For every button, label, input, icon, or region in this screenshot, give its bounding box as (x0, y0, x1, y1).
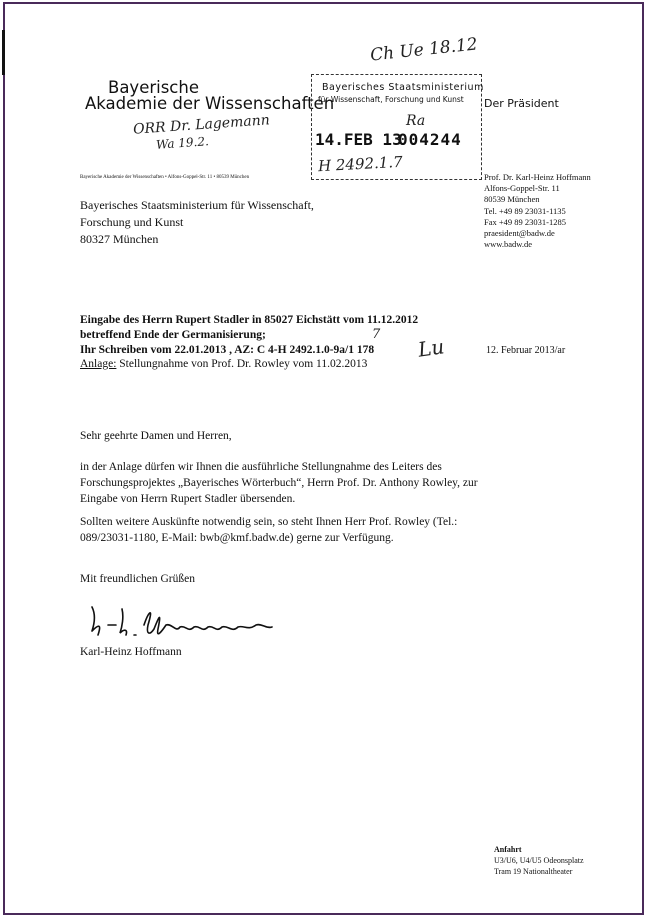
subject-line-3: Ihr Schreiben vom 22.01.2013 , AZ: C 4-H 2492.1.0-9a/1 178 (80, 344, 375, 356)
letterhead-title: Der Präsident (484, 97, 559, 110)
recipient-line-3: 80327 München (80, 232, 159, 246)
handwritten-note-left-2: Wa 19.2. (155, 134, 210, 152)
stamp-line-1: Bayerisches Staatsministerium (322, 82, 484, 93)
recipient-line-1: Bayerisches Staatsministerium für Wissenschaft, (80, 198, 314, 212)
stamp-number: 004244 (398, 130, 462, 149)
contact-name: Prof. Dr. Karl-Heinz Hoffmann (484, 172, 591, 182)
directions-line-2: Tram 19 Nationaltheater (494, 867, 573, 876)
contact-tel: Tel. +49 89 23031-1135 (484, 205, 566, 216)
handwritten-file-number: H 2492.1.7 (317, 152, 404, 176)
handwritten-stamp-initials: Ra (406, 113, 426, 129)
body-paragraph-2: Sollten weitere Auskünfte notwendig sein, so steht Ihnen Herr Prof. Rowley (Tel.: 089/23031-1180, E-Mail: bwb@kmf.badw.de) gerne zur Verfügung. (80, 516, 458, 544)
subject-block (80, 313, 418, 358)
signature-name: Karl-Heinz Hoffmann (80, 646, 182, 658)
attachment-line (80, 358, 367, 370)
directions-title: Anfahrt (494, 845, 522, 854)
salutation: Sehr geehrte Damen und Herren, (80, 430, 232, 442)
body-paragraph-1: in der Anlage dürfen wir Ihnen die ausführliche Stellungnahme des Leiters des Forschungsprojektes „Bayerisches Wörterbuch“, Herrn Prof. Dr. Anthony Rowley, zur Eingabe von Herrn Rupert Stadler übersenden. (80, 461, 478, 505)
subject-line-2: betreffend Ende der Germanisierung; (80, 329, 266, 341)
handwritten-initials: Lu (416, 334, 446, 362)
directions-line-1: U3/U6, U4/U5 Odeonsplatz (494, 856, 584, 865)
handwritten-note-top: Ch Ue 18.12 (369, 34, 479, 66)
recipient-address (80, 197, 350, 248)
handwritten-note-left: ORR Dr. Lagemann (132, 112, 271, 138)
contact-email: praesident@badw.de (484, 228, 555, 239)
closing: Mit freundlichen Grüßen (80, 573, 195, 585)
attachment-label: Anlage: (80, 358, 117, 370)
signature-image (88, 595, 278, 645)
contact-fax: Fax +49 89 23031-1285 (484, 216, 566, 227)
stamp-date: 14.FEB 13 (315, 130, 402, 149)
directions-block (494, 844, 584, 877)
logo-line-2: Akademie der Wissenschaften (85, 94, 335, 113)
handwritten-correction: 7 (372, 327, 381, 342)
logo-line-1: Bayerische (108, 78, 199, 97)
subject-line-1: Eingabe des Herrn Rupert Stadler in 85027 Eichstätt vom 11.12.2012 (80, 314, 419, 326)
attachment-text: Stellungnahme von Prof. Dr. Rowley vom 11.02.2013 (116, 358, 368, 370)
letter-date: 12. Februar 2013/ar (486, 345, 566, 356)
contact-city: 80539 München (484, 194, 540, 205)
recipient-line-2: Forschung und Kunst (80, 215, 184, 229)
contact-block (484, 172, 591, 250)
contact-web: www.badw.de (484, 239, 532, 250)
stamp-line-2: für Wissenschaft, Forschung und Kunst (318, 95, 464, 104)
sender-return-line: Bayerische Akademie der Wissenschaften • Alfons-Goppel-Str. 11 • 80539 München (80, 175, 250, 180)
contact-street: Alfons-Goppel-Str. 11 (484, 183, 560, 194)
scan-edge-mark (2, 30, 5, 75)
